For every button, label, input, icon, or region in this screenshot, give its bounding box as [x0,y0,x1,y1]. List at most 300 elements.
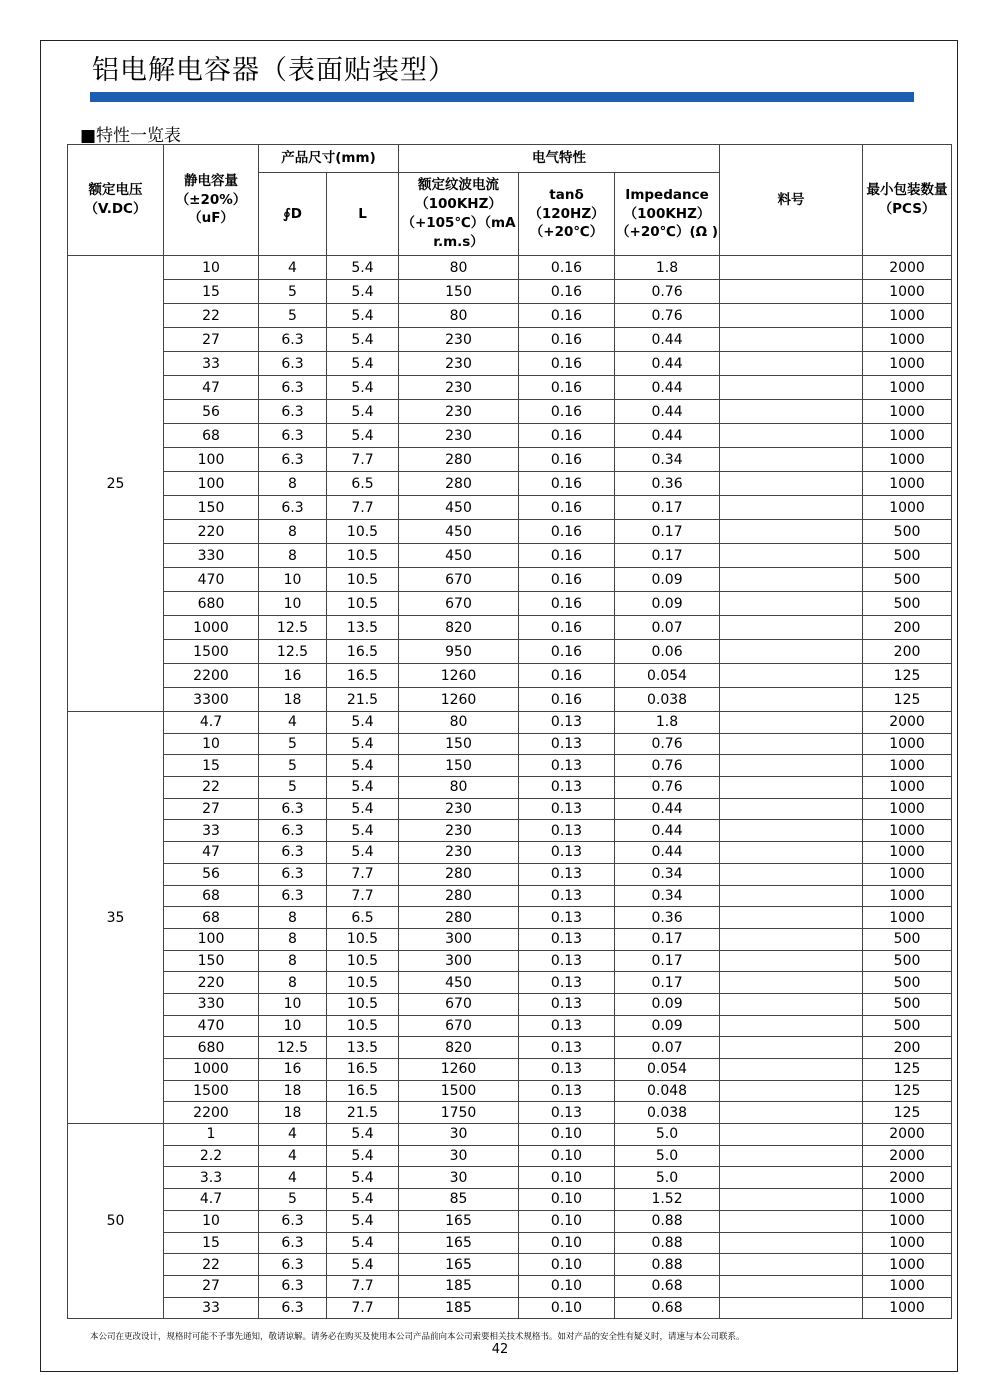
diameter-cell: 12.5 [259,640,327,664]
header-electrical-group: 电气特性 [399,145,720,173]
impedance-cell: 0.17 [615,928,720,950]
min-pack-cell: 200 [863,1037,952,1059]
table-row [68,664,952,688]
length-cell: 6.5 [327,907,399,929]
table-row [68,842,952,864]
length-cell: 7.7 [327,885,399,907]
min-pack-cell: 1000 [863,907,952,929]
min-pack-cell: 200 [863,640,952,664]
table-row [68,777,952,799]
ripple-current-cell: 30 [399,1124,519,1146]
tan-delta-cell: 0.13 [519,1059,615,1081]
min-pack-cell: 2000 [863,1145,952,1167]
min-pack-cell: 1000 [863,1275,952,1297]
part-no-cell [720,820,863,842]
impedance-cell: 0.68 [615,1297,720,1319]
diameter-cell: 8 [259,928,327,950]
length-cell: 5.4 [327,256,399,280]
impedance-cell: 0.36 [615,907,720,929]
ripple-current-cell: 1260 [399,688,519,712]
tan-delta-cell: 0.13 [519,798,615,820]
part-no-cell [720,472,863,496]
diameter-cell: 6.3 [259,400,327,424]
tan-delta-cell: 0.13 [519,712,615,734]
impedance-cell: 0.76 [615,280,720,304]
tan-delta-cell: 0.16 [519,520,615,544]
length-cell: 10.5 [327,1015,399,1037]
capacitance-cell: 1500 [164,1080,259,1102]
impedance-cell: 0.09 [615,592,720,616]
impedance-cell: 0.44 [615,352,720,376]
impedance-cell: 0.17 [615,544,720,568]
length-cell: 5.4 [327,777,399,799]
part-no-cell [720,376,863,400]
length-cell: 5.4 [327,280,399,304]
length-cell: 7.7 [327,448,399,472]
table-row [68,1015,952,1037]
diameter-cell: 6.3 [259,885,327,907]
tan-delta-cell: 0.13 [519,842,615,864]
ripple-current-cell: 165 [399,1232,519,1254]
capacitance-cell: 47 [164,376,259,400]
length-cell: 5.4 [327,1167,399,1189]
capacitance-cell: 27 [164,798,259,820]
length-cell: 5.4 [327,1124,399,1146]
ripple-current-cell: 820 [399,1037,519,1059]
page-number: 42 [491,1342,509,1357]
part-no-cell [720,712,863,734]
diameter-cell: 6.3 [259,448,327,472]
impedance-cell: 5.0 [615,1124,720,1146]
table-row [68,863,952,885]
tan-delta-cell: 0.16 [519,376,615,400]
impedance-cell: 0.76 [615,777,720,799]
capacitance-cell: 10 [164,733,259,755]
table-row [68,424,952,448]
tan-delta-cell: 0.16 [519,448,615,472]
part-no-cell [720,568,863,592]
capacitance-cell: 470 [164,1015,259,1037]
diameter-cell: 18 [259,1080,327,1102]
table-row [68,328,952,352]
length-cell: 10.5 [327,928,399,950]
impedance-cell: 0.038 [615,688,720,712]
min-pack-cell: 500 [863,928,952,950]
length-cell: 10.5 [327,568,399,592]
diameter-cell: 18 [259,688,327,712]
min-pack-cell: 500 [863,950,952,972]
tan-delta-cell: 0.16 [519,616,615,640]
length-cell: 7.7 [327,1297,399,1319]
capacitance-cell: 33 [164,820,259,842]
min-pack-cell: 1000 [863,1189,952,1211]
diameter-cell: 4 [259,1124,327,1146]
capacitance-cell: 330 [164,544,259,568]
capacitance-cell: 4.7 [164,1189,259,1211]
table-row [68,1275,952,1297]
part-no-cell [720,592,863,616]
part-no-cell [720,496,863,520]
tan-delta-cell: 0.16 [519,664,615,688]
impedance-cell: 0.054 [615,664,720,688]
capacitance-cell: 10 [164,1210,259,1232]
impedance-cell: 5.0 [615,1145,720,1167]
impedance-cell: 0.44 [615,400,720,424]
ripple-current-cell: 165 [399,1210,519,1232]
table-row [68,712,952,734]
part-no-cell [720,798,863,820]
capacitance-cell: 220 [164,520,259,544]
page-title: 铝电解电容器（表面贴装型） [92,55,456,86]
tan-delta-cell: 0.16 [519,688,615,712]
length-cell: 10.5 [327,544,399,568]
part-no-cell [720,1102,863,1124]
impedance-cell: 0.44 [615,424,720,448]
part-no-cell [720,1232,863,1254]
table-row [68,256,952,280]
diameter-cell: 16 [259,664,327,688]
length-cell: 5.4 [327,376,399,400]
min-pack-cell: 1000 [863,1297,952,1319]
length-cell: 7.7 [327,863,399,885]
min-pack-cell: 1000 [863,842,952,864]
capacitance-cell: 100 [164,448,259,472]
length-cell: 21.5 [327,688,399,712]
table-row [68,798,952,820]
capacitance-cell: 220 [164,972,259,994]
tan-delta-cell: 0.13 [519,993,615,1015]
table-row [68,1124,952,1146]
min-pack-cell: 1000 [863,400,952,424]
min-pack-cell: 1000 [863,777,952,799]
table-row [68,1167,952,1189]
capacitance-cell: 2200 [164,1102,259,1124]
length-cell: 10.5 [327,520,399,544]
table-row [68,400,952,424]
table-row [68,640,952,664]
table-row [68,928,952,950]
tan-delta-cell: 0.16 [519,592,615,616]
part-no-cell [720,733,863,755]
part-no-cell [720,256,863,280]
impedance-cell: 5.0 [615,1167,720,1189]
capacitance-cell: 15 [164,1232,259,1254]
part-no-cell [720,688,863,712]
table-row [68,1059,952,1081]
impedance-cell: 0.054 [615,1059,720,1081]
tan-delta-cell: 0.16 [519,472,615,496]
capacitance-cell: 100 [164,928,259,950]
length-cell: 5.4 [327,712,399,734]
part-no-cell [720,950,863,972]
min-pack-cell: 1000 [863,820,952,842]
tan-delta-cell: 0.16 [519,304,615,328]
length-cell: 21.5 [327,1102,399,1124]
diameter-cell: 10 [259,592,327,616]
footer-disclaimer: 本公司在更改设计，规格时可能不予事先通知，敬请谅解。请务必在购买及使用本公司产品前向本公司索要相关技术规格书。如对产品的安全性有疑义时，请速与本公司联系。 [90,1332,745,1342]
capacitance-cell: 27 [164,1275,259,1297]
length-cell: 10.5 [327,950,399,972]
capacitance-cell: 22 [164,304,259,328]
min-pack-cell: 1000 [863,328,952,352]
ripple-current-cell: 450 [399,972,519,994]
diameter-cell: 16 [259,1059,327,1081]
part-no-cell [720,352,863,376]
length-cell: 10.5 [327,592,399,616]
tan-delta-cell: 0.13 [519,777,615,799]
tan-delta-cell: 0.13 [519,885,615,907]
min-pack-cell: 500 [863,568,952,592]
length-cell: 5.4 [327,424,399,448]
part-no-cell [720,616,863,640]
part-no-cell [720,755,863,777]
min-pack-cell: 125 [863,1059,952,1081]
ripple-current-cell: 280 [399,863,519,885]
ripple-current-cell: 1500 [399,1080,519,1102]
length-cell: 16.5 [327,664,399,688]
min-pack-cell: 2000 [863,256,952,280]
tan-delta-cell: 0.16 [519,256,615,280]
part-no-cell [720,1254,863,1276]
part-no-cell [720,1080,863,1102]
impedance-cell: 0.44 [615,798,720,820]
ripple-current-cell: 30 [399,1167,519,1189]
tan-delta-cell: 0.16 [519,328,615,352]
diameter-cell: 6.3 [259,352,327,376]
header-voltage: 额定电压（V.DC） [68,145,164,256]
table-row [68,688,952,712]
ripple-current-cell: 230 [399,400,519,424]
capacitance-cell: 1000 [164,616,259,640]
table-row [68,907,952,929]
part-no-cell [720,1297,863,1319]
capacitance-cell: 33 [164,352,259,376]
diameter-cell: 12.5 [259,1037,327,1059]
header-capacitance: 静电容量（±20%）（uF） [164,145,259,256]
impedance-cell: 0.07 [615,1037,720,1059]
min-pack-cell: 125 [863,664,952,688]
voltage-cell: 50 [68,1124,164,1319]
length-cell: 13.5 [327,616,399,640]
table-row [68,568,952,592]
part-no-cell [720,424,863,448]
table-row [68,820,952,842]
length-cell: 5.4 [327,842,399,864]
length-cell: 5.4 [327,1232,399,1254]
min-pack-cell: 500 [863,544,952,568]
diameter-cell: 5 [259,777,327,799]
impedance-cell: 0.038 [615,1102,720,1124]
diameter-cell: 5 [259,1189,327,1211]
capacitance-cell: 150 [164,496,259,520]
table-row [68,592,952,616]
part-no-cell [720,993,863,1015]
diameter-cell: 6.3 [259,842,327,864]
part-no-cell [720,664,863,688]
tan-delta-cell: 0.10 [519,1210,615,1232]
ripple-current-cell: 230 [399,798,519,820]
diameter-cell: 8 [259,907,327,929]
tan-delta-cell: 0.10 [519,1167,615,1189]
length-cell: 5.4 [327,352,399,376]
header-min-pack: 最小包装数量（PCS） [863,145,952,256]
impedance-cell: 0.68 [615,1275,720,1297]
impedance-cell: 0.09 [615,993,720,1015]
ripple-current-cell: 280 [399,885,519,907]
impedance-cell: 0.88 [615,1232,720,1254]
tan-delta-cell: 0.13 [519,1102,615,1124]
spec-table [67,144,952,1319]
impedance-cell: 0.88 [615,1210,720,1232]
diameter-cell: 12.5 [259,616,327,640]
header-length: L [327,173,399,256]
ripple-current-cell: 450 [399,496,519,520]
min-pack-cell: 1000 [863,424,952,448]
header-impedance: Impedance（100KHZ）（+20℃）(Ω ) [615,173,720,256]
part-no-cell [720,328,863,352]
ripple-current-cell: 280 [399,448,519,472]
capacitance-cell: 56 [164,863,259,885]
diameter-cell: 6.3 [259,496,327,520]
min-pack-cell: 1000 [863,1254,952,1276]
min-pack-cell: 1000 [863,1232,952,1254]
diameter-cell: 8 [259,544,327,568]
impedance-cell: 0.048 [615,1080,720,1102]
impedance-cell: 0.17 [615,520,720,544]
impedance-cell: 0.76 [615,733,720,755]
tan-delta-cell: 0.16 [519,544,615,568]
tan-delta-cell: 0.13 [519,863,615,885]
capacitance-cell: 150 [164,950,259,972]
tan-delta-cell: 0.10 [519,1297,615,1319]
capacitance-cell: 680 [164,1037,259,1059]
table-row [68,755,952,777]
length-cell: 7.7 [327,1275,399,1297]
capacitance-cell: 27 [164,328,259,352]
header-ripple-current: 额定纹波电流（100KHZ）（+105℃）（mA r.m.s） [399,173,519,256]
header-diameter: ∮D [259,173,327,256]
min-pack-cell: 1000 [863,280,952,304]
min-pack-cell: 500 [863,993,952,1015]
tan-delta-cell: 0.16 [519,400,615,424]
ripple-current-cell: 670 [399,993,519,1015]
capacitance-cell: 2200 [164,664,259,688]
table-row [68,1254,952,1276]
length-cell: 5.4 [327,755,399,777]
impedance-cell: 0.44 [615,842,720,864]
min-pack-cell: 200 [863,616,952,640]
ripple-current-cell: 185 [399,1297,519,1319]
part-no-cell [720,1210,863,1232]
ripple-current-cell: 1260 [399,1059,519,1081]
min-pack-cell: 1000 [863,376,952,400]
impedance-cell: 0.34 [615,885,720,907]
table-row [68,885,952,907]
tan-delta-cell: 0.16 [519,496,615,520]
impedance-cell: 0.06 [615,640,720,664]
min-pack-cell: 1000 [863,472,952,496]
capacitance-cell: 15 [164,280,259,304]
diameter-cell: 5 [259,755,327,777]
impedance-cell: 0.44 [615,328,720,352]
table-row [68,1189,952,1211]
table-row [68,544,952,568]
length-cell: 5.4 [327,328,399,352]
tan-delta-cell: 0.16 [519,352,615,376]
ripple-current-cell: 230 [399,352,519,376]
length-cell: 10.5 [327,993,399,1015]
length-cell: 6.5 [327,472,399,496]
impedance-cell: 0.09 [615,1015,720,1037]
table-row [68,1102,952,1124]
tan-delta-cell: 0.13 [519,928,615,950]
diameter-cell: 8 [259,972,327,994]
capacitance-cell: 3300 [164,688,259,712]
length-cell: 13.5 [327,1037,399,1059]
part-no-cell [720,842,863,864]
tan-delta-cell: 0.13 [519,950,615,972]
tan-delta-cell: 0.13 [519,1080,615,1102]
min-pack-cell: 1000 [863,496,952,520]
ripple-current-cell: 670 [399,568,519,592]
length-cell: 5.4 [327,304,399,328]
capacitance-cell: 680 [164,592,259,616]
capacitance-cell: 33 [164,1297,259,1319]
tan-delta-cell: 0.16 [519,568,615,592]
diameter-cell: 6.3 [259,1232,327,1254]
part-no-cell [720,928,863,950]
diameter-cell: 10 [259,568,327,592]
diameter-cell: 10 [259,993,327,1015]
impedance-cell: 0.17 [615,950,720,972]
capacitance-cell: 3.3 [164,1167,259,1189]
capacitance-cell: 330 [164,993,259,1015]
capacitance-cell: 1500 [164,640,259,664]
diameter-cell: 4 [259,256,327,280]
diameter-cell: 6.3 [259,863,327,885]
diameter-cell: 6.3 [259,424,327,448]
min-pack-cell: 500 [863,972,952,994]
voltage-cell: 25 [68,256,164,712]
ripple-current-cell: 30 [399,1145,519,1167]
ripple-current-cell: 820 [399,616,519,640]
table-row [68,1080,952,1102]
impedance-cell: 0.88 [615,1254,720,1276]
table-row [68,733,952,755]
table-row [68,520,952,544]
table-row [68,304,952,328]
impedance-cell: 0.76 [615,755,720,777]
part-no-cell [720,448,863,472]
diameter-cell: 4 [259,1145,327,1167]
capacitance-cell: 100 [164,472,259,496]
capacitance-cell: 1000 [164,1059,259,1081]
ripple-current-cell: 230 [399,328,519,352]
ripple-current-cell: 1750 [399,1102,519,1124]
min-pack-cell: 1000 [863,448,952,472]
part-no-cell [720,400,863,424]
ripple-current-cell: 185 [399,1275,519,1297]
ripple-current-cell: 80 [399,712,519,734]
tan-delta-cell: 0.10 [519,1254,615,1276]
impedance-cell: 0.44 [615,820,720,842]
length-cell: 5.4 [327,820,399,842]
min-pack-cell: 1000 [863,755,952,777]
part-no-cell [720,520,863,544]
ripple-current-cell: 450 [399,544,519,568]
part-no-cell [720,1167,863,1189]
part-no-cell [720,907,863,929]
